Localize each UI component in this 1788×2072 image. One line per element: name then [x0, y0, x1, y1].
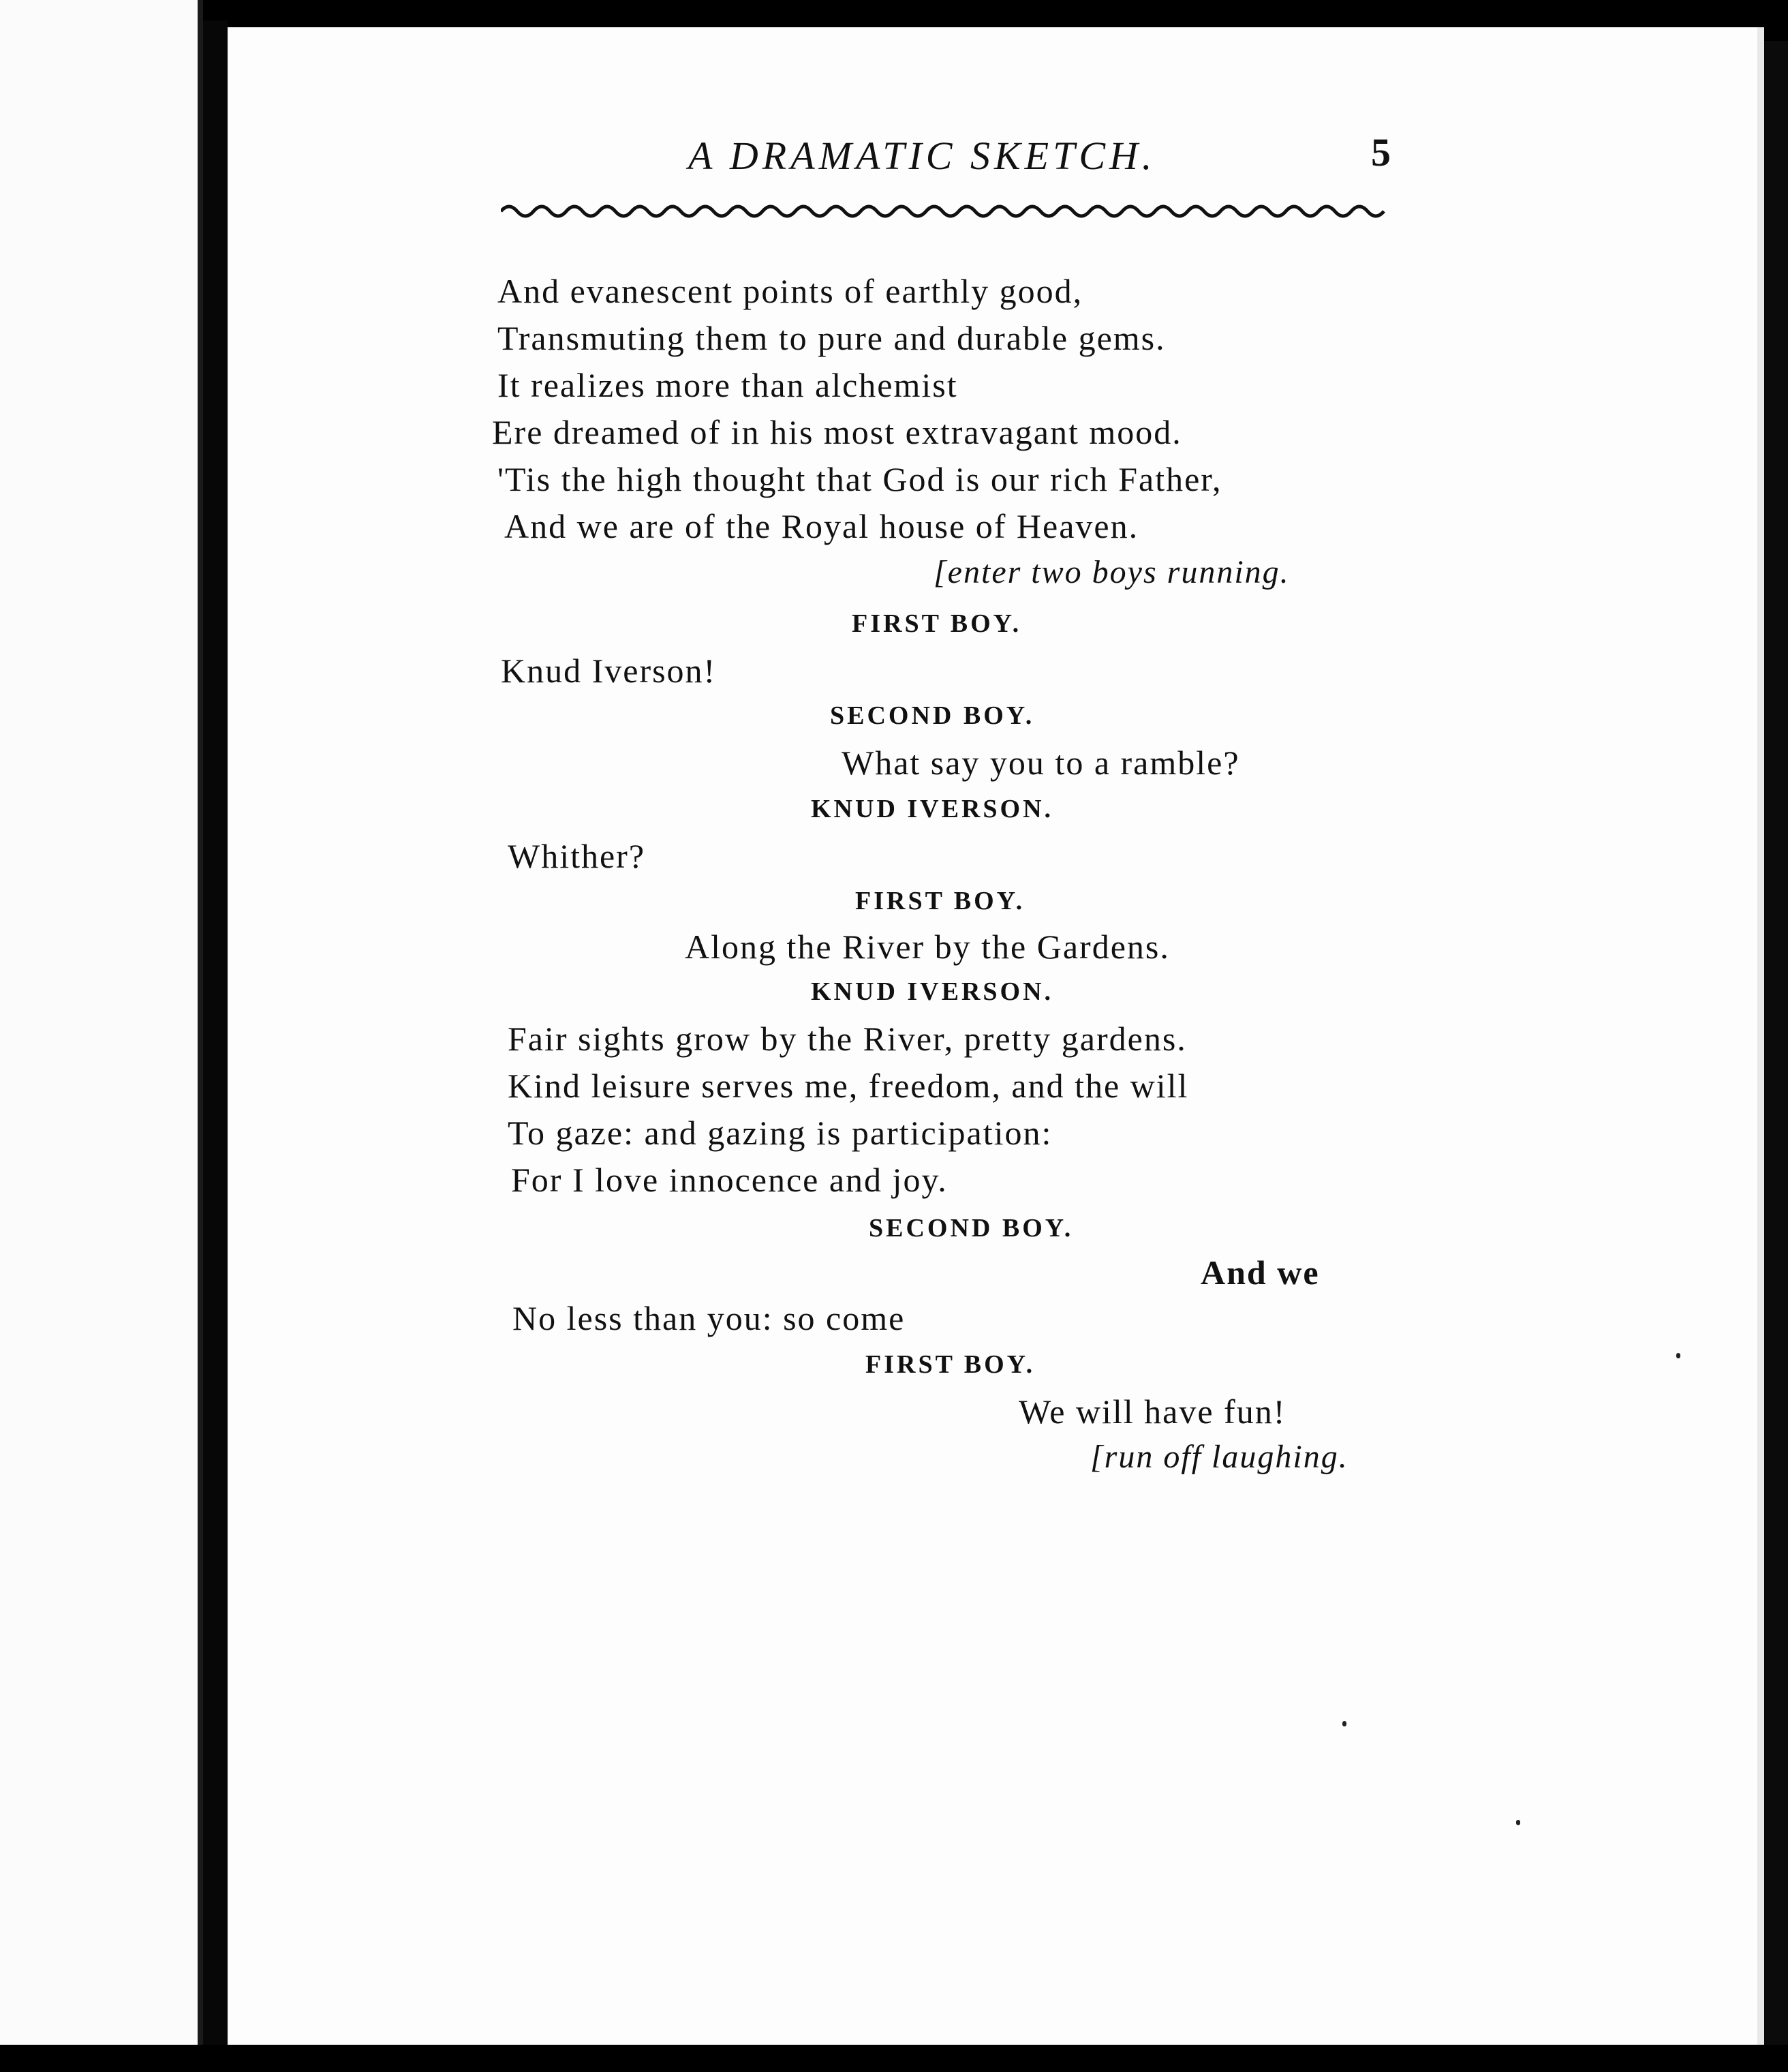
verse-line: And we [1201, 1253, 1320, 1292]
verse-line: Knud Iverson! [501, 652, 717, 690]
stage-direction: [enter two boys running. [934, 554, 1290, 590]
scan-bottom-edge [0, 2045, 1788, 2072]
ink-speck [1676, 1353, 1680, 1358]
speaker-heading: FIRST BOY. [855, 887, 1026, 915]
verse-line: And we are of the Royal house of Heaven. [504, 507, 1139, 545]
verse-line: Ere dreamed of in his most extravagant mood. [492, 413, 1182, 451]
verse-line: It realizes more than alchemist [497, 366, 958, 404]
page-number: 5 [1371, 130, 1391, 174]
running-title: A DRAMATIC SKETCH. [688, 134, 1156, 178]
verse-line: Kind leisure serves me, freedom, and the will [508, 1067, 1189, 1105]
verse-line: Whither? [508, 837, 646, 875]
verse-line: To gaze: and gazing is participation: [508, 1114, 1053, 1152]
ink-speck [1342, 1721, 1346, 1726]
verse-line: What say you to a ramble? [842, 744, 1240, 782]
stage-direction: [run off laughing. [1090, 1439, 1348, 1475]
wavy-rule [501, 196, 1393, 230]
verse-line: We will have fun! [1019, 1392, 1286, 1431]
verse-line: Transmuting them to pure and durable gems. [497, 319, 1166, 357]
speaker-heading: SECOND BOY. [869, 1214, 1074, 1243]
speaker-heading: FIRST BOY. [865, 1350, 1036, 1379]
verse-line: For I love innocence and joy. [511, 1161, 948, 1199]
speaker-heading: KNUD IVERSON. [811, 977, 1054, 1006]
ink-speck [1516, 1820, 1520, 1825]
verse-line: Along the River by the Gardens. [685, 928, 1170, 966]
verse-line: No less than you: so come [512, 1299, 906, 1337]
speaker-heading: KNUD IVERSON. [811, 795, 1054, 823]
page-edge-shadow [1764, 41, 1788, 2045]
verse-line: And evanescent points of earthly good, [497, 272, 1083, 310]
speaker-heading: FIRST BOY. [852, 609, 1022, 638]
book-gutter [203, 20, 228, 2058]
speaker-heading: SECOND BOY. [830, 701, 1035, 730]
verse-line: Fair sights grow by the River, pretty gardens. [508, 1020, 1187, 1058]
facing-page-edge [0, 0, 203, 2072]
verse-line: 'Tis the high thought that God is our rich Father, [497, 460, 1222, 498]
